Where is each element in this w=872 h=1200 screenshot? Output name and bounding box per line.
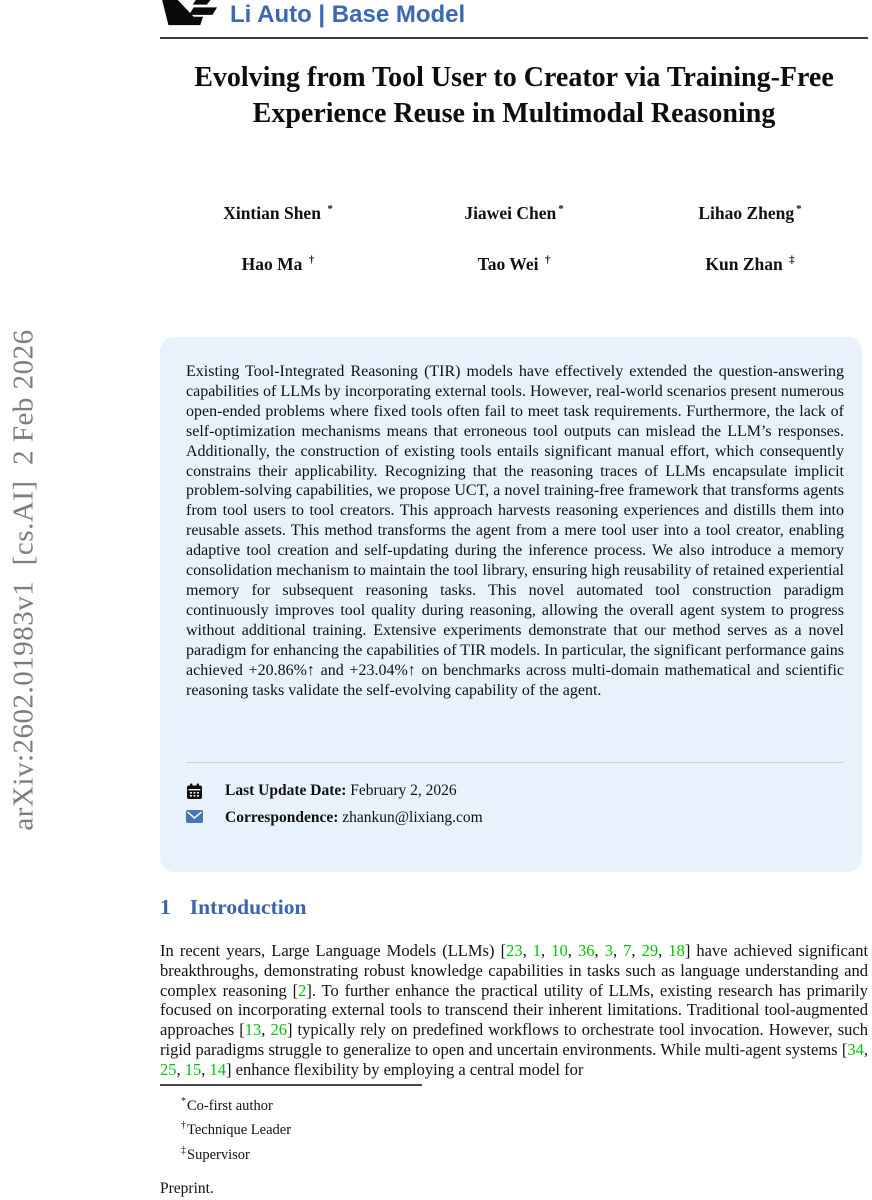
author-marker: * — [558, 203, 564, 216]
footnotes-block — [160, 1084, 868, 1165]
text-segment: , — [658, 941, 669, 960]
author-marker: † — [308, 254, 315, 267]
header-brand-text: Li Auto | Base Model — [230, 1, 466, 28]
text-segment: , — [594, 941, 605, 960]
author-marker: * — [796, 203, 802, 216]
preprint-label: Preprint. — [160, 1180, 214, 1197]
text-segment: In recent years, Large Language Models (LLMs) [ — [160, 941, 507, 960]
section-number: 1 — [160, 895, 171, 919]
last-update-text — [225, 782, 457, 800]
section-title: Introduction — [189, 895, 307, 919]
text-segment: ]. To further enhance the practical utility of LLMs, existing research has primarily focused on incorporating external tools to transcend their inherent limitations. Traditional tool-augmented approaches [ — [160, 980, 868, 1040]
text-segment: , — [541, 941, 552, 960]
text-segment: ] have achieved significant breakthroughs, demonstrating robust knowledge capabilities in tasks such as language understanding and complex reasoning [ — [160, 941, 868, 1000]
citation-link[interactable]: 2 — [298, 980, 307, 1000]
citation-link[interactable]: 10 — [551, 941, 568, 960]
citation-link[interactable]: 23 — [506, 941, 523, 960]
citation-link[interactable]: 18 — [668, 941, 685, 960]
author: Tao Wei † — [477, 254, 551, 274]
author: Kun Zhan ‡ — [705, 254, 795, 274]
text-segment: , — [863, 1039, 868, 1059]
arxiv-watermark: arXiv:2602.01983v1 [cs.AI] 2 Feb 2026 — [7, 329, 40, 831]
text-segment: , — [176, 1059, 185, 1079]
footnote-technique-leader: †Technique Leader — [181, 1120, 292, 1139]
last-update-row — [186, 781, 844, 801]
text-segment: , — [612, 941, 624, 960]
abstract-text: Existing Tool-Integrated Reasoning (TIR) models have effectively extended the question-answering capabilities of LLMs by incorporating external tools. However, real-world scenarios present numerous open-ended problems where fixed tools often fail to meet task requirements. Furthermore, the lack of self-optimization mechanisms means that erroneous tool outputs can mislead the LLM’s responses. Additionally, the construction of existing tools entails significant manual effort, which consequently constrains their applicability. Recognizing that the reasoning traces of LLMs encapsulate implicit problem-solving capabilities, we propose UCT, a novel training-free framework that transforms agents from tool users to tool creators. This approach harvests reasoning experiences and distills them into reusable assets. This method transforms the agent from a mere tool user into a tool creator, enabling adaptive tool creation and self-updating during the inference process. We also introduce a memory consolidation mechanism to maintain the tool library, ensuring high reusability of retained experiential memory for subsequent reasoning tasks. This novel automated tool construction paradigm continuously improves tool quality during reasoning, allowing the overall agent system to progress without additional training. Extensive experiments demonstrate that our method serves as a novel paradigm for enhancing the capabilities of TIR models. In particular, the significant performance gains achieved +20.86%↑ and +23.04%↑ on benchmarks across multi-domain mathematical and scientific reasoning tasks validate the self-evolving capability of the agent. — [186, 363, 844, 699]
citation-link[interactable]: 15 — [184, 1059, 202, 1079]
abstract-divider — [186, 762, 844, 763]
paper-title: Evolving from Tool User to Creator via Training-Free Experience Reuse in Multimodal Reasoning — [194, 62, 834, 129]
author: Hao Ma † — [241, 254, 315, 274]
author-marker: † — [544, 254, 551, 267]
footnote-supervisor: ‡Supervisor — [181, 1144, 250, 1163]
author: Lihao Zheng * — [698, 203, 802, 223]
citation-link[interactable]: 13 — [244, 1020, 262, 1040]
text-segment: ] typically rely on predefined workflows to orchestrate tool invocation. However, such rigid paradigms struggle to generalize to open and uncertain environments. While multi-agent systems [ — [160, 1020, 868, 1059]
citation-link[interactable]: 26 — [270, 1020, 287, 1040]
author-marker: * — [327, 203, 333, 216]
citation-link[interactable]: 34 — [847, 1039, 864, 1059]
last-update-label: Last Update Date: — [225, 782, 347, 799]
calendar-icon — [186, 783, 203, 800]
footnote-cofirst: *Co-first author — [181, 1096, 273, 1114]
text-segment: , — [201, 1059, 210, 1079]
citation-link[interactable]: 29 — [641, 941, 659, 960]
text-segment: , — [567, 941, 578, 960]
correspondence-text — [225, 809, 483, 827]
footnote-rule — [160, 1084, 422, 1086]
abstract-box — [160, 337, 862, 872]
author-list — [160, 203, 868, 275]
citation-link[interactable]: 7 — [623, 941, 632, 960]
last-update-value: February 2, 2026 — [350, 782, 457, 799]
text-segment: , — [261, 1020, 271, 1040]
correspondence-label: Correspondence: — [225, 809, 339, 826]
intro-paragraph — [160, 941, 868, 1081]
citation-link[interactable]: 1 — [532, 941, 542, 960]
citation-link[interactable]: 14 — [209, 1059, 226, 1079]
header-banner — [160, 0, 868, 39]
author: Jiawei Chen * — [464, 203, 564, 223]
text-segment: , — [522, 941, 533, 960]
author-marker: ‡ — [789, 254, 795, 267]
li-auto-logo-icon — [160, 0, 218, 28]
envelope-icon — [186, 810, 203, 827]
citation-link[interactable]: 36 — [577, 941, 595, 960]
author: Xintian Shen * — [223, 203, 333, 223]
citation-link[interactable]: 25 — [160, 1059, 177, 1079]
correspondence-row — [186, 808, 844, 828]
text-segment: , — [631, 941, 642, 960]
correspondence-email[interactable]: zhankun@lixiang.com — [342, 809, 483, 826]
text-segment: ] enhance flexibility by employing a central model for — [226, 1059, 584, 1079]
section-heading-introduction — [160, 895, 306, 920]
citation-link[interactable]: 3 — [604, 941, 613, 960]
